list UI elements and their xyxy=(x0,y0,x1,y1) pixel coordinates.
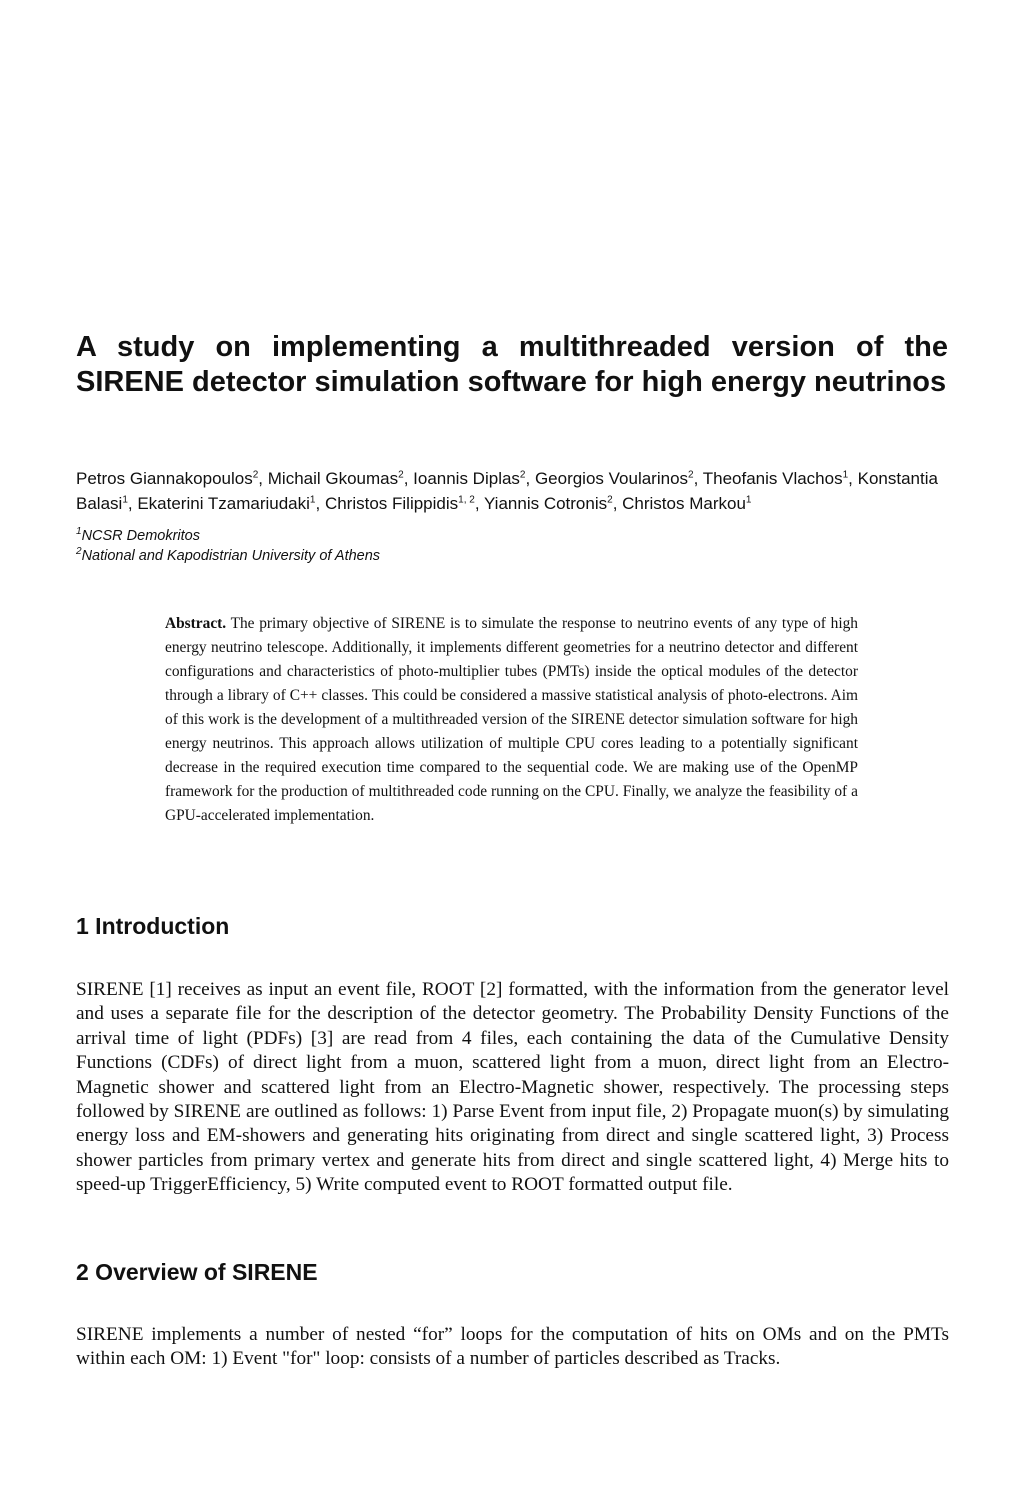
section-heading-overview: 2 Overview of SIRENE xyxy=(76,1259,318,1285)
author: Petros Giannakopoulos$^2$, xyxy=(76,469,268,488)
abstract xyxy=(165,612,858,828)
section-text-introduction: SIRENE [1] receives as input an event file, ROOT [2] formatted, with the information from the generator level and uses a separate file for the description of the detector geometry. The Probability Density Functions of the arrival time of light (PDFs) [3] are read from 4 files, each containing the data of the Cumulative Density Functions (CDFs) of direct light from a muon, scattered light from a muon, direct light from an Electro-Magnetic shower and scattered light from an Electro-Magnetic shower, respectively. The processing steps followed by SIRENE are outlined as follows: 1) Parse Event from input file, 2) Propagate muon(s) by simulating energy loss and EM-showers and generating hits originating from direct and single scattered light, 3) Process shower particles from primary vertex and generate hits from direct and single scattered light, 4) Merge hits to speed-up TriggerEfficiency, 5) Write computed event to ROOT formatted output file. xyxy=(76,979,949,1196)
affiliation: $^1$NCSR Demokritos xyxy=(76,526,200,544)
affiliation-list xyxy=(76,526,676,566)
abstract-label: Abstract. xyxy=(165,615,227,632)
author: Konstantia Balasi$^1$, xyxy=(76,469,938,513)
abstract-text: The primary objective of SIRENE is to simulate the response to neutrino events of any type of high energy neutrino telescope. Additionally, it implements different geometries for a neutrino detector and different configurations and characteristics of photo-multiplier tubes (PMTs) inside the optical modules of the detector through a library of C++ classes. This could be considered a massive statistical analysis of photo-electrons. Aim of this work is the development of a multithreaded version of the SIRENE detector simulation software for high energy neutrinos. This approach allows utilization of multiple CPU cores leading to a potentially significant decrease in the required execution time compared to the sequential code. We are making use of the OpenMP framework for the production of multithreaded code running on the CPU. Finally, we analyze the feasibility of a GPU-accelerated implementation. xyxy=(165,615,858,824)
author: Theofanis Vlachos$^1$, xyxy=(702,469,858,488)
author: Georgios Voularinos$^2$, xyxy=(534,469,703,488)
section-text-overview: SIRENE implements a number of nested “for” loops for the computation of hits on OMs and on the PMTs within each OM: 1) Event "for" loop: consists of a number of particles described as Tracks. xyxy=(76,1324,949,1370)
affiliation: $^2$National and Kapodistrian University of Athens xyxy=(76,546,381,564)
paper-title: A study on implementing a multithreaded version of the SIRENE detector simulation software for high energy neutrinos xyxy=(76,331,948,398)
section-heading-introduction: 1 Introduction xyxy=(76,913,230,939)
author: Ioannis Diplas$^2$, xyxy=(413,469,535,488)
author-list xyxy=(76,466,954,516)
author: Michail Gkoumas$^2$, xyxy=(267,469,414,488)
author: Ekaterini Tzamariudaki$^1$, xyxy=(137,494,325,513)
author: Yiannis Cotronis$^2$, xyxy=(483,494,623,513)
author: Christos Markou$^1$ xyxy=(622,494,752,513)
author: Christos Filippidis$^{1, 2}$, xyxy=(324,494,484,513)
